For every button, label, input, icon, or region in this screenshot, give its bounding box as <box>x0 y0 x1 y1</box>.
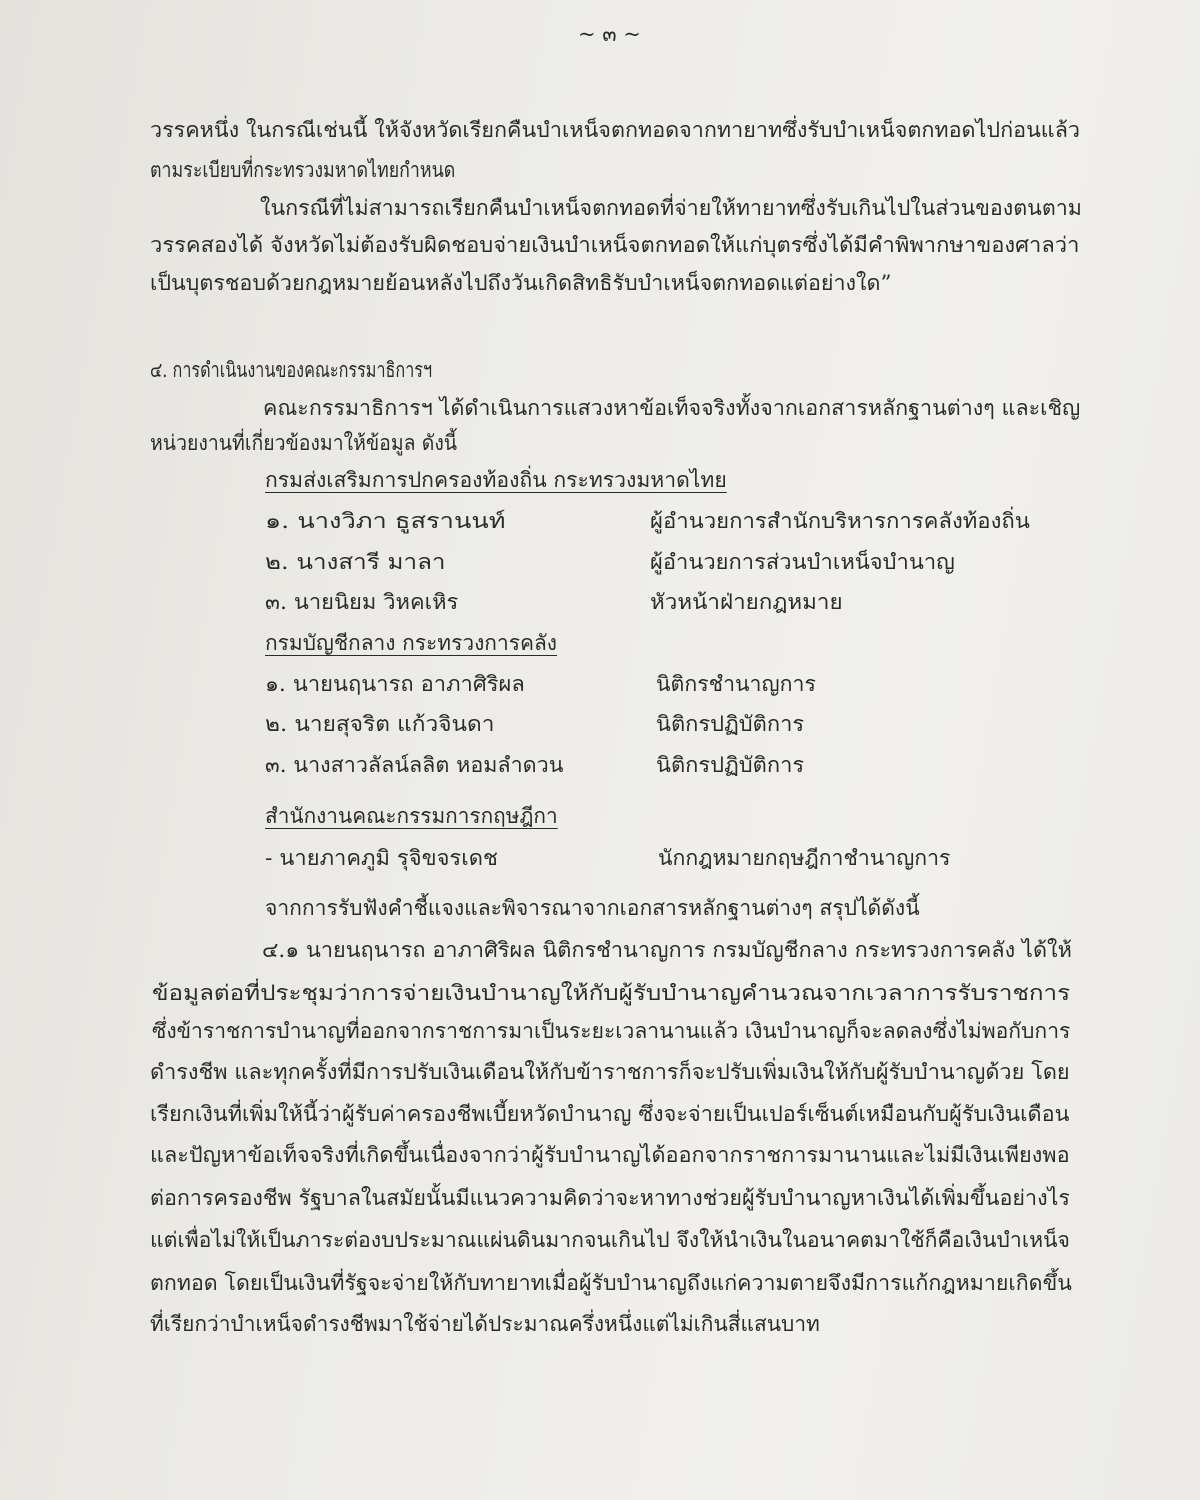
person-position: นิติกรชำนาญการ <box>656 672 816 696</box>
person-position: ผู้อำนวยการส่วนบำเหน็จบำนาญ <box>650 550 955 574</box>
person-name: ๑. นางวิภา ธูสรานนท์ <box>265 509 506 533</box>
paragraph-41-line: ดำรงชีพ และทุกครั้งที่มีการปรับเงินเดือนให้กับข้าราชการก็จะปรับเพิ่มเงินให้กับผู้รับบำนาญด้วย โดย <box>150 1060 1070 1084</box>
person-name: ๓. นายนิยม วิหคเหิร <box>265 590 459 614</box>
intro-line: คณะกรรมาธิการฯ ได้ดำเนินการแสวงหาข้อเท็จจริงทั้งจากเอกสารหลักฐานต่างๆ และเชิญ <box>263 396 1081 420</box>
person-name: ๒. นางสารี มาลา <box>265 550 446 574</box>
person-position: นักกฎหมายกฤษฎีกาชำนาญการ <box>658 846 951 870</box>
section-heading: ๔. การดำเนินงานของคณะกรรมาธิการฯ <box>150 358 433 382</box>
paragraph-41-line: ต่อการครองชีพ รัฐบาลในสมัยนั้นมีแนวความคิดว่าจะหาทางช่วยผู้รับบำนาญหาเงินได้เพิ่มขึ้นอย่างไร <box>150 1186 1070 1210</box>
person-name: ๓. นางสาวลัลน์ลลิต หอมลำดวน <box>265 753 564 777</box>
paragraph-41-line: แต่เพื่อไม่ให้เป็นภาระต่องบประมาณแผ่นดินมากจนเกินไป จึงให้นำเงินในอนาคตมาใช้ก็คือเงินบำเหน็จ <box>150 1228 1070 1252</box>
paragraph-41-line: เรียกเงินที่เพิ่มให้นี้ว่าผู้รับค่าครองชีพเบี้ยหวัดบำนาญ ซึ่งจะจ่ายเป็นเปอร์เซ็นต์เหมือนกับผู้รับเงินเดือน <box>150 1102 1070 1126</box>
person-name: - นายภาคภูมิ รุจิขจรเดช <box>265 846 498 870</box>
paragraph-41-line: ข้อมูลต่อที่ประชุมว่าการจ่ายเงินบำนาญให้กับผู้รับบำนาญคำนวณจากเวลาการรับราชการ <box>152 981 1071 1005</box>
person-position: นิติกรปฏิบัติการ <box>656 753 805 777</box>
paragraph-41-line: ซึ่งข้าราชการบำนาญที่ออกจากราชการมาเป็นระยะเวลานานแล้ว เงินบำนาญก็จะลดลงซึ่งไม่พอกับการ <box>152 1019 1071 1043</box>
paragraph-41-line: ที่เรียกว่าบำเหน็จดำรงชีพมาใช้จ่ายได้ประมาณครึ่งหนึ่งแต่ไม่เกินสี่แสนบาท <box>150 1312 820 1336</box>
paragraph-line: วรรคหนึ่ง ในกรณีเช่นนี้ ให้จังหวัดเรียกคืนบำเหน็จตกทอดจากทายาทซึ่งรับบำเหน็จตกทอดไปก่อนแล้ว <box>150 118 1081 142</box>
person-name: ๒. นายสุจริต แก้วจินดา <box>265 712 495 736</box>
person-position: หัวหน้าฝ่ายกฎหมาย <box>650 590 843 614</box>
paragraph-41-line: ๔.๑ นายนฤนารถ อาภาศิริผล นิติกรชำนาญการ กรมบัญชีกลาง กระทรวงการคลัง ได้ให้ <box>262 938 1072 962</box>
paragraph-line: เป็นบุตรชอบด้วยกฎหมายย้อนหลังไปถึงวันเกิดสิทธิรับบำเหน็จตกทอดแต่อย่างใด” <box>150 271 892 295</box>
agency-title: สำนักงานคณะกรรมการกฤษฎีกา <box>265 804 558 828</box>
paragraph-line: ตามระเบียบที่กระทรวงมหาดไทยกำหนด <box>150 158 456 182</box>
paragraph-line: ในกรณีที่ไม่สามารถเรียกคืนบำเหน็จตกทอดที่จ่ายให้ทายาทซึ่งรับเกินไปในส่วนของตนตาม <box>260 196 1082 220</box>
paragraph-41-line: และปัญหาข้อเท็จจริงที่เกิดขึ้นเนื่องจากว่าผู้รับบำนาญได้ออกจากราชการมานานและไม่มีเงินเพียงพอ <box>150 1143 1070 1167</box>
page-number: ~ ๓ ~ <box>578 22 641 46</box>
paragraph-41-line: ตกทอด โดยเป็นเงินที่รัฐจะจ่ายให้กับทายาทเมื่อผู้รับบำนาญถึงแก่ความตายจึงมีการแก้กฎหมายเกิดขึ้น <box>150 1271 1072 1295</box>
agency-title: กรมบัญชีกลาง กระทรวงการคลัง <box>265 631 558 655</box>
person-position: นิติกรปฏิบัติการ <box>656 712 805 736</box>
person-position: ผู้อำนวยการสำนักบริหารการคลังท้องถิ่น <box>650 509 1030 533</box>
summary-intro: จากการรับฟังคำชี้แจงและพิจารณาจากเอกสารหลักฐานต่างๆ สรุปได้ดังนี้ <box>265 896 920 920</box>
intro-line: หน่วยงานที่เกี่ยวข้องมาให้ข้อมูล ดังนี้ <box>150 431 458 455</box>
person-name: ๑. นายนฤนารถ อาภาศิริผล <box>265 672 525 696</box>
agency-title: กรมส่งเสริมการปกครองท้องถิ่น กระทรวงมหาดไทย <box>265 468 727 492</box>
paragraph-line: วรรคสองได้ จังหวัดไม่ต้องรับผิดชอบจ่ายเงินบำเหน็จตกทอดให้แก่บุตรซึ่งได้มีคำพิพากษาของศาลว่า <box>150 233 1080 257</box>
